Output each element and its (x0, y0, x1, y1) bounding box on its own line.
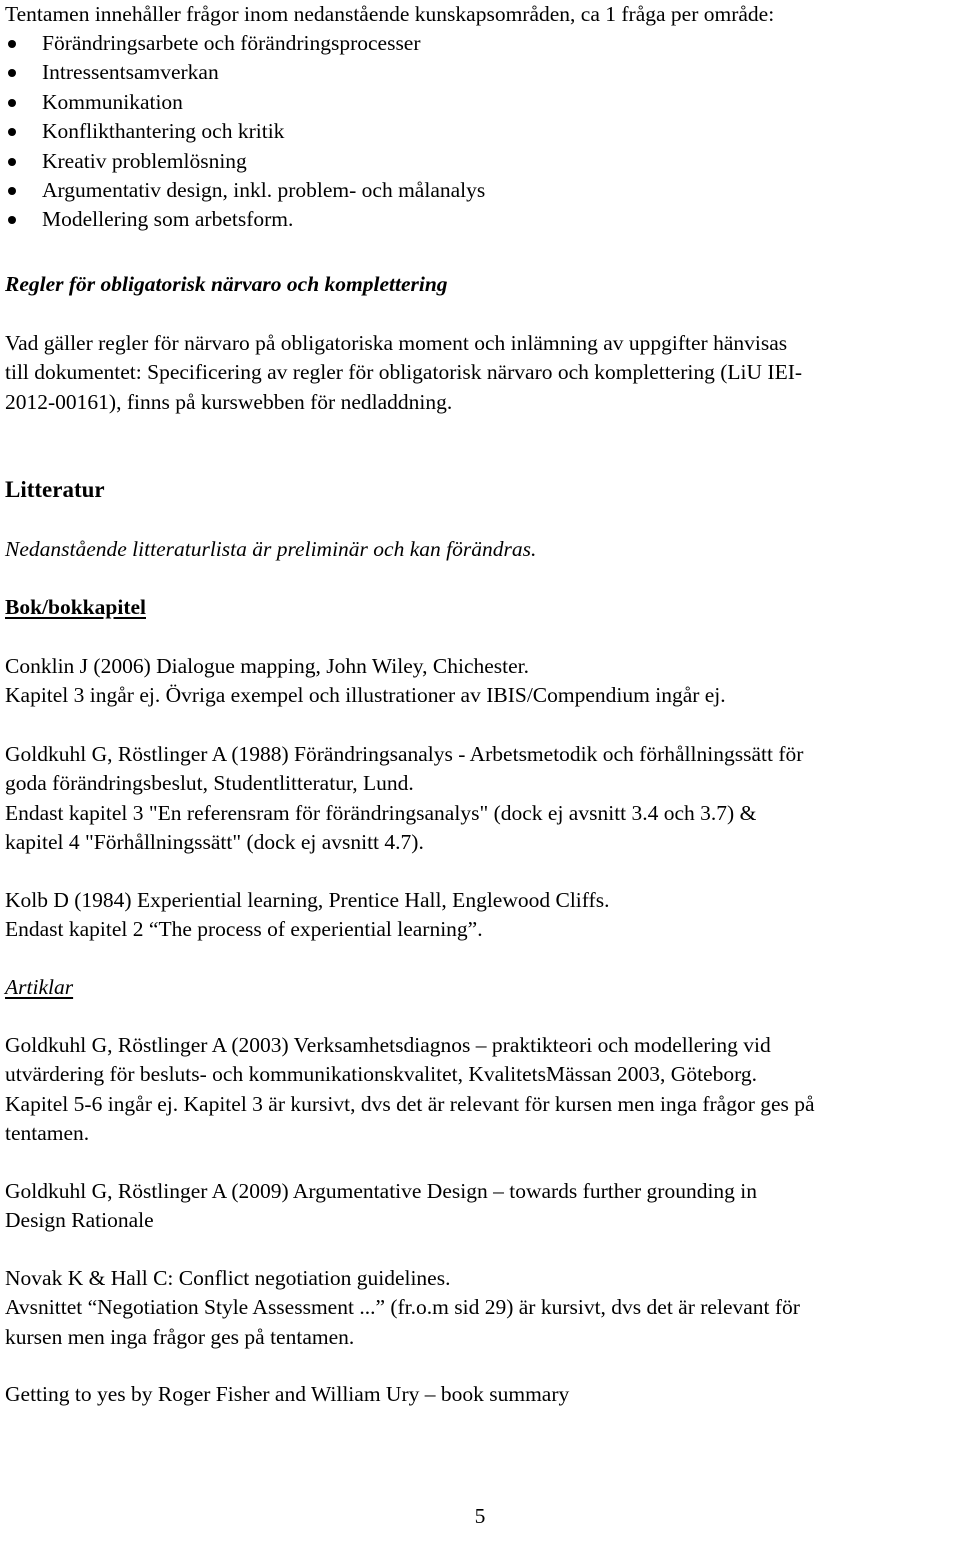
list-item: Goldkuhl G, Röstlinger A (2003) Verksamhetsdiagnos – praktikteori och modellering vid utvärdering för besluts- och kommunikationskvalitet, KvalitetsMässan 2003, Göteborg. Kapitel 5-6 ingår ej. Kapitel 3 är kursivt, dvs det är relevant för kursen men inga frågor ges på tentamen. (5, 1033, 815, 1146)
bullet-icon (8, 158, 16, 166)
exam-intro (5, 0, 774, 29)
attendance-heading: Regler för obligatorisk närvaro och komplettering (5, 272, 448, 296)
list-item: Konflikthantering och kritik (5, 117, 485, 146)
list-item: Kolb D (1984) Experiential learning, Prentice Hall, Englewood Cliffs. Endast kapitel 2 “The process of experiential learning”. (5, 888, 610, 942)
bullet-icon (8, 128, 16, 136)
list-item: Novak K & Hall C: Conflict negotiation guidelines. Avsnittet “Negotiation Style Assessment ...” (fr.o.m sid 29) är kursivt, dvs det är relevant för kursen men inga frågor ges på tentamen. (5, 1266, 800, 1349)
list-item: Intressentsamverkan (5, 58, 485, 87)
topic-list (5, 29, 485, 235)
literature-note: Nedanstående litteraturlista är preliminär och kan förändras. (5, 537, 537, 561)
books-heading: Bok/bokkapitel (5, 595, 146, 619)
intro-text: Tentamen innehåller frågor inom nedanstående kunskapsområden, ca 1 fråga per område: (5, 2, 775, 26)
articles-heading: Artiklar (5, 975, 74, 999)
list-item: Kommunikation (5, 88, 485, 117)
list-item: Goldkuhl G, Röstlinger A (1988) Förändringsanalys - Arbetsmetodik och förhållningssätt för goda förändringsbeslut, Studentlitteratur, Lund. Endast kapitel 3 "En referensram för förändringsanalys" (dock ej avsnitt 3.4 och 3.7) & kapitel 4 "Förhållningssätt" (dock ej avsnitt 4.7). (5, 742, 804, 855)
list-item: Förändringsarbete och förändringsprocesser (5, 29, 485, 58)
list-item: Kreativ problemlösning (5, 147, 485, 176)
bullet-icon (8, 99, 16, 107)
bullet-icon (8, 40, 16, 48)
list-item: Goldkuhl G, Röstlinger A (2009) Argumentative Design – towards further grounding in Design Rationale (5, 1179, 758, 1233)
literature-heading: Litteratur (5, 477, 105, 502)
bullet-icon (8, 187, 16, 195)
list-item: Getting to yes by Roger Fisher and William Ury – book summary (5, 1382, 570, 1406)
bullet-icon (8, 216, 16, 224)
list-item: Argumentativ design, inkl. problem- och målanalys (5, 176, 485, 205)
attendance-paragraph: Vad gäller regler för närvaro på obligatoriska moment och inlämning av uppgifter hänvisas till dokumentet: Specificering av regler för obligatorisk närvaro och komplettering (LiU IEI- 2012-00161), finns på kurswebben för nedladdning. (5, 331, 803, 414)
list-item: Conklin J (2006) Dialogue mapping, John Wiley, Chichester. Kapitel 3 ingår ej. Övriga exempel och illustrationer av IBIS/Compendium ingår ej. (5, 654, 726, 708)
list-item: Modellering som arbetsform. (5, 205, 485, 234)
bullet-icon (8, 69, 16, 77)
page-number: 5 (474, 1504, 486, 1528)
